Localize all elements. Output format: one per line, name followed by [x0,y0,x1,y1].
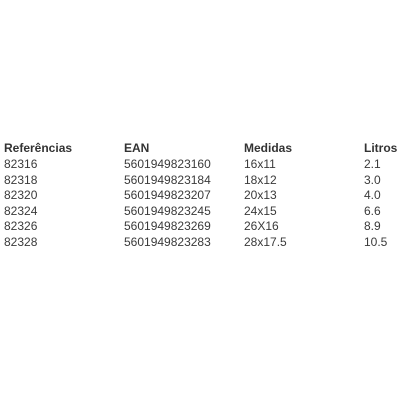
cell-ean: 5601949823283 [124,234,211,249]
table-row [4,204,401,220]
cell-referencia: 82328 [4,234,38,249]
cell-ean: 5601949823207 [124,188,211,203]
table-row [4,173,401,189]
cell-medidas: 18x12 [244,172,277,187]
table-row [4,219,401,235]
header-referencias: Referências [4,141,73,155]
cell-ean: 5601949823160 [124,157,211,171]
table-header-row [4,139,401,157]
cell-medidas: 24x15 [244,203,277,218]
table-row [4,157,401,173]
cell-litros: 10.5 [364,234,388,249]
cell-medidas: 26X16 [244,219,279,234]
header-litros: Litros [364,141,398,155]
cell-referencia: 82320 [4,188,38,203]
cell-ean: 5601949823269 [124,219,211,234]
product-table [4,139,401,251]
cell-ean: 5601949823245 [124,203,211,218]
cell-litros: 8.9 [364,219,381,234]
cell-medidas: 28x17.5 [244,234,287,249]
cell-referencia: 82324 [4,203,38,218]
cell-referencia: 82318 [4,172,38,187]
table-row [4,188,401,204]
cell-referencia: 82316 [4,157,38,171]
cell-ean: 5601949823184 [124,172,211,187]
cell-medidas: 16x11 [244,157,276,171]
header-medidas: Medidas [244,141,293,155]
cell-referencia: 82326 [4,219,38,234]
header-ean: EAN [124,141,150,155]
cell-medidas: 20x13 [244,188,277,203]
cell-litros: 6.6 [364,203,381,218]
cell-litros: 4.0 [364,188,381,203]
cell-litros: 2.1 [364,157,381,171]
table-row [4,235,401,251]
cell-litros: 3.0 [364,172,381,187]
